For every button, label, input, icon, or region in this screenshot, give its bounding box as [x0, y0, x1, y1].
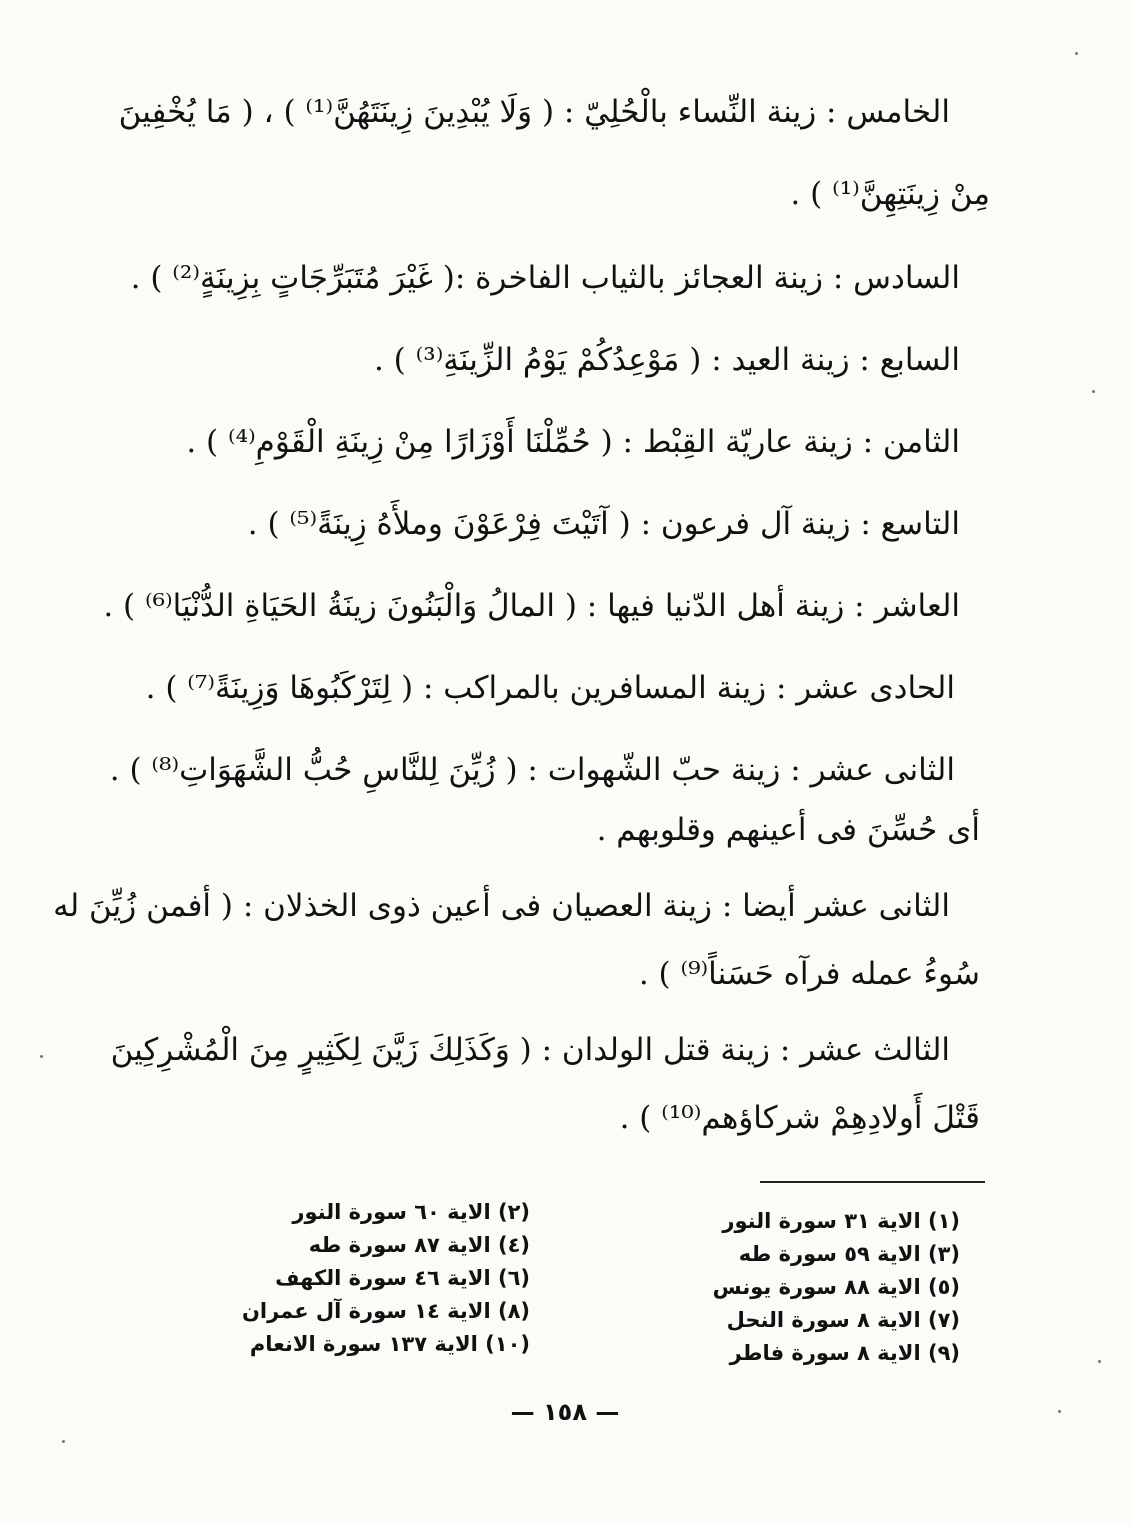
text-line-thirteenth: الثالث عشر : زينة قتل الولدان : ( وَكَذَلِكَ زَيَّنَ لِكَثِيرٍ مِنَ الْمُشْرِكِينَ — [110, 1032, 950, 1068]
footnote-7: (٧) الاية ٨ سورة النحل — [726, 1308, 960, 1332]
text-line-sixth: السادس : زينة العجائز بالثياب الفاخرة :( غَيْرَ مُتَبَرِّجَاتٍ بِزِينَةٍ⁽²⁾ ) . — [130, 260, 960, 296]
scan-speck — [40, 1055, 43, 1058]
text-line-twelfth-also-continued: سُوءُ عمله فرآه حَسَناً⁽⁹⁾ ) . — [638, 956, 980, 992]
footnote-5: (٥) الاية ٨٨ سورة يونس — [712, 1275, 960, 1299]
footnotes-left-column — [180, 1196, 530, 1361]
footnote-6: (٦) الاية ٤٦ سورة الكهف — [275, 1266, 530, 1290]
scan-speck — [1075, 52, 1078, 55]
footnote-3: (٣) الاية ٥٩ سورة طه — [738, 1242, 960, 1266]
page-number: — ١٥٨ — — [510, 1398, 620, 1426]
scan-speck — [1092, 390, 1095, 393]
text-line-twelfth-explanation: أى حُسِّنَ فى أعينهم وقلوبهم . — [596, 812, 980, 848]
scan-speck — [1058, 1410, 1061, 1413]
text-line-fifth-continued: مِنْ زِينَتِهِنَّ⁽¹⁾ ) . — [790, 176, 990, 212]
footnote-2: (٢) الاية ٦٠ سورة النور — [292, 1200, 530, 1224]
main-text-block — [53, 92, 990, 1138]
text-line-twelfth-also: الثانى عشر أيضا : زينة العصيان فى أعين ذوى الخذلان : ( أفمن زُيِّنَ له — [53, 888, 950, 924]
text-line-tenth: العاشر : زينة أهل الدّنيا فيها : ( المالُ وَالْبَنُونَ زينَةُ الحَيَاةِ الدُّنْيَا⁽⁶⁾ ) . — [103, 588, 960, 624]
footnotes-right-column — [600, 1205, 960, 1370]
scan-speck — [1098, 1360, 1101, 1363]
text-line-ninth: التاسع : زينة آل فرعون : ( آتَيْتَ فِرْعَوْنَ وملأَهُ زِينَةً⁽⁵⁾ ) . — [247, 506, 960, 542]
text-line-fifth: الخامس : زينة النِّساء بالْحُلِيّ : ( وَلَا يُبْدِينَ زِينَتَهُنَّ⁽¹⁾ ) ، ( مَا يُخْفِينَ — [118, 94, 950, 130]
text-line-eighth: الثامن : زينة عاريّة القِبْط : ( حُمِّلْنَا أَوْزَارًا مِنْ زِينَةِ الْقَوْمِ⁽⁴⁾ ) . — [186, 424, 960, 460]
scan-speck — [62, 1440, 65, 1443]
footnote-10: (١٠) الاية ١٣٧ سورة الانعام — [249, 1332, 530, 1356]
text-line-seventh: السابع : زينة العيد : ( مَوْعِدُكُمْ يَوْمُ الزِّينَةِ⁽³⁾ ) . — [373, 342, 960, 378]
footnote-9: (٩) الاية ٨ سورة فاطر — [729, 1341, 960, 1365]
footnote-8: (٨) الاية ١٤ سورة آل عمران — [241, 1299, 530, 1323]
text-line-twelfth: الثانى عشر : زينة حبّ الشّهوات : ( زُيِّنَ لِلنَّاسِ حُبُّ الشَّهَوَاتِ⁽⁸⁾ ) . — [109, 752, 955, 788]
text-line-eleventh: الحادى عشر : زينة المسافرين بالمراكب : ( لِتَرْكَبُوهَا وَزِينَةً⁽⁷⁾ ) . — [145, 670, 955, 706]
footnote-separator-rule — [760, 1181, 985, 1183]
footnote-4: (٤) الاية ٨٧ سورة طه — [308, 1233, 530, 1257]
footnote-1: (١) الاية ٣١ سورة النور — [722, 1209, 960, 1233]
text-line-thirteenth-continued: قَتْلَ أَولادِهِمْ شركاؤهم⁽¹⁰⁾ ) . — [619, 1100, 980, 1136]
